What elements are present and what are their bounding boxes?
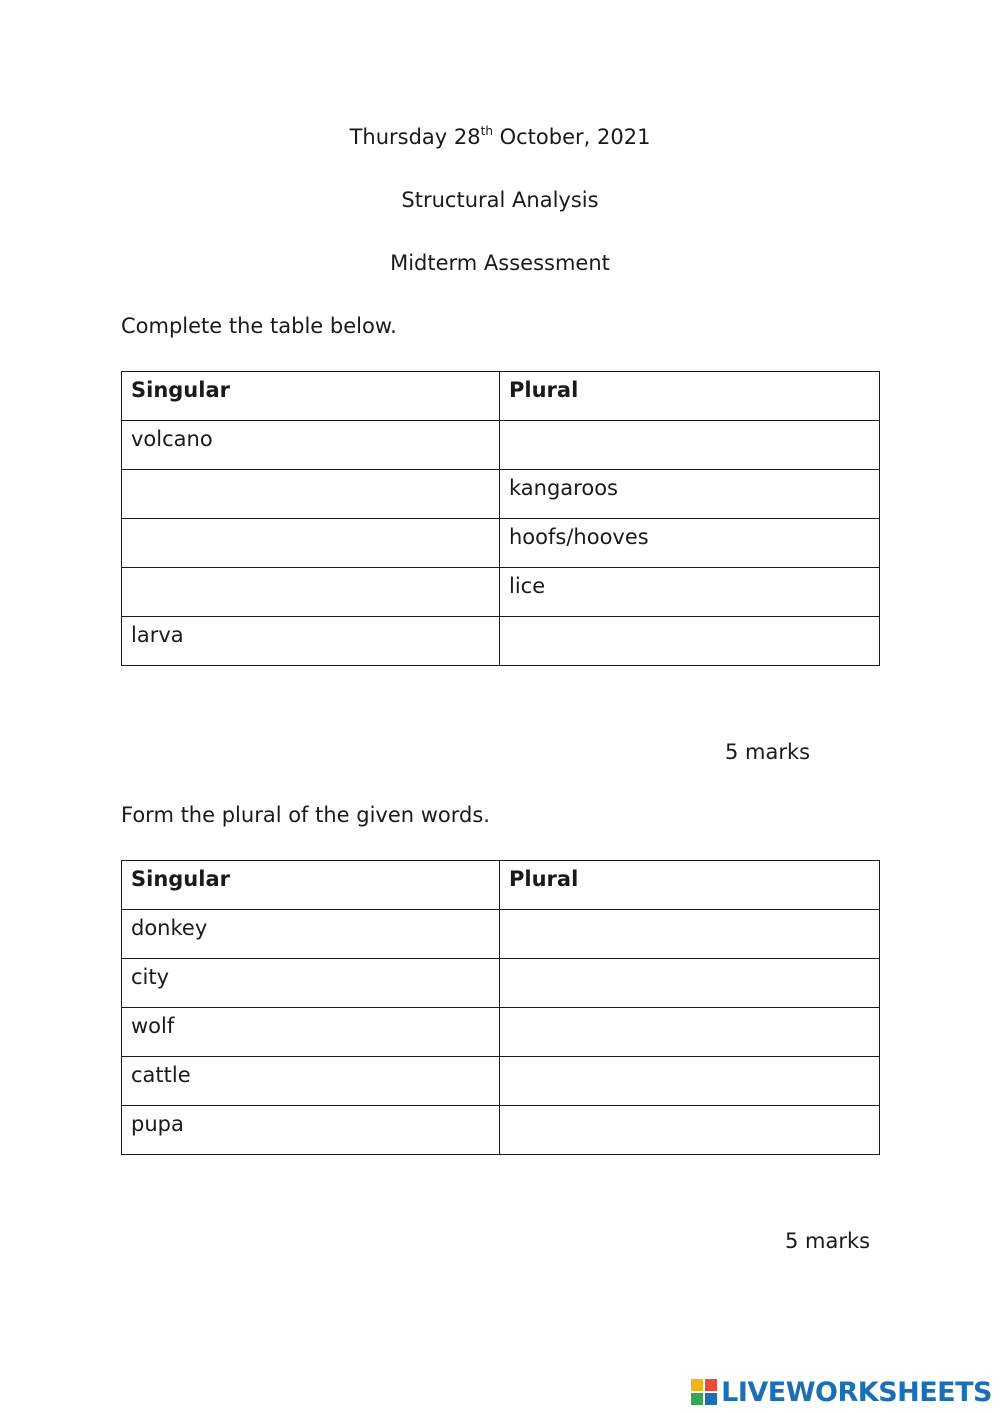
plural-answer-cell[interactable] xyxy=(500,1106,880,1155)
column-header-singular: Singular xyxy=(122,372,500,421)
brand-text: LIVEWORKSHEETS xyxy=(721,1376,992,1408)
column-header-plural: Plural xyxy=(500,372,880,421)
table-row xyxy=(122,470,880,519)
singular-answer-cell[interactable] xyxy=(122,568,500,617)
table-row xyxy=(122,519,880,568)
plural-answer-cell[interactable] xyxy=(500,421,880,470)
plural-cell: kangaroos xyxy=(500,470,880,519)
table-row xyxy=(122,1057,880,1106)
plural-answer-cell[interactable] xyxy=(500,617,880,666)
singular-cell: donkey xyxy=(122,910,500,959)
section2-instruction: Form the plural of the given words. xyxy=(121,803,490,827)
singular-answer-cell[interactable] xyxy=(122,519,500,568)
singular-cell: larva xyxy=(122,617,500,666)
table-row xyxy=(122,910,880,959)
plural-answer-cell[interactable] xyxy=(500,1057,880,1106)
table-row xyxy=(122,959,880,1008)
singular-answer-cell[interactable] xyxy=(122,470,500,519)
singular-cell: pupa xyxy=(122,1106,500,1155)
subject-title: Structural Analysis xyxy=(401,188,599,212)
table-header-row xyxy=(122,372,880,421)
table-row xyxy=(122,1106,880,1155)
column-header-singular: Singular xyxy=(122,861,500,910)
singular-cell: cattle xyxy=(122,1057,500,1106)
singular-cell: city xyxy=(122,959,500,1008)
singular-cell: wolf xyxy=(122,1008,500,1057)
date-line xyxy=(0,123,1000,151)
table-header-row xyxy=(122,861,880,910)
plural-answer-cell[interactable] xyxy=(500,910,880,959)
table-row xyxy=(122,1008,880,1057)
date-prefix: Thursday 28 xyxy=(349,125,481,149)
plural-cell: hoofs/hooves xyxy=(500,519,880,568)
plural-answer-cell[interactable] xyxy=(500,1008,880,1057)
section1-table xyxy=(121,371,880,666)
section1-instruction: Complete the table below. xyxy=(121,314,397,338)
date-suffix: October, 2021 xyxy=(492,125,651,149)
section2-marks: 5 marks xyxy=(785,1229,871,1253)
column-header-plural: Plural xyxy=(500,861,880,910)
section1-marks: 5 marks xyxy=(725,740,811,764)
plural-answer-cell[interactable] xyxy=(500,959,880,1008)
table-row xyxy=(122,568,880,617)
singular-cell: volcano xyxy=(122,421,500,470)
table-row xyxy=(122,617,880,666)
plural-cell: lice xyxy=(500,568,880,617)
table-row xyxy=(122,421,880,470)
liveworksheets-logo-icon xyxy=(690,1378,718,1406)
liveworksheets-brand xyxy=(690,1377,992,1407)
assessment-title: Midterm Assessment xyxy=(390,251,610,275)
date-superscript: th xyxy=(480,124,493,138)
section2-table xyxy=(121,860,880,1155)
